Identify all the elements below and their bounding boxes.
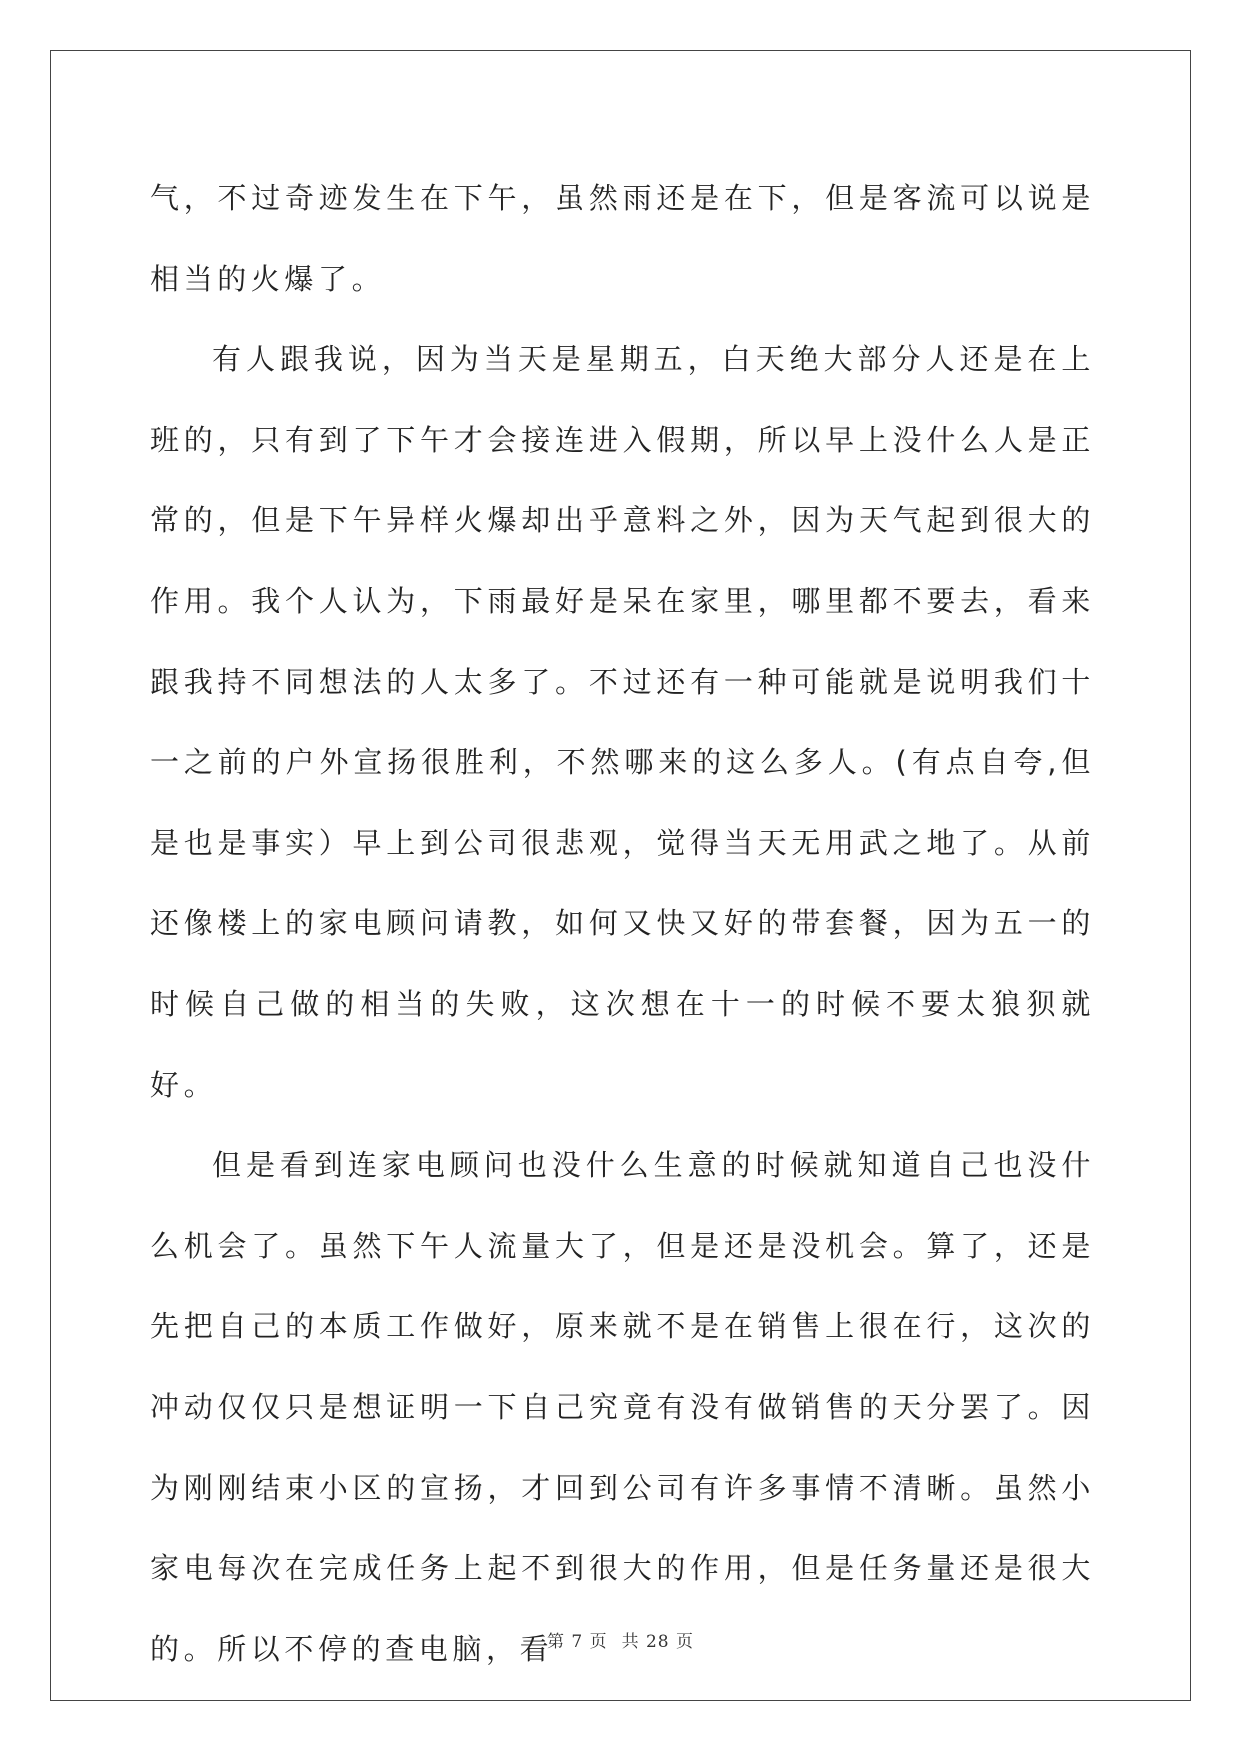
paragraph-3: 但是看到连家电顾问也没什么生意的时候就知道自己也没什么机会了。虽然下午人流量大了，但是还是没机会。算了，还是先把自己的本质工作做好，原来就不是在销售上很在行，这次的冲动仅仅只是想证明一下自己究竟有没有做销售的天分罢了。因为刚刚结束小区的宣扬，才回到公司有许多事情不清晰。虽然小家电每次在完成任务上起不到很大的作用，但是任务量还是很大的。所以不停的查电脑，看 — [150, 1148, 1095, 1666]
document-body — [150, 158, 1095, 1689]
page-total: 共 28 页 — [621, 1632, 695, 1652]
page-number: 第 7 页 — [546, 1632, 608, 1652]
page-footer — [0, 1627, 1241, 1652]
paragraph-1: 气，不过奇迹发生在下午，虽然雨还是在下，但是客流可以说是相当的火爆了。 — [150, 181, 1095, 296]
paragraph-2: 有人跟我说，因为当天是星期五，白天绝大部分人还是在上班的，只有到了下午才会接连进入假期，所以早上没什么人是正常的，但是下午异样火爆却出乎意料之外，因为天气起到很大的作用。我个人认为，下雨最好是呆在家里，哪里都不要去，看来跟我持不同想法的人太多了。不过还有一种可能就是说明我们十一之前的户外宣扬很胜利，不然哪来的这么多人。(有点自夸,但是也是事实）早上到公司很悲观，觉得当天无用武之地了。从前还像楼上的家电顾问请教，如何又快又好的带套餐，因为五一的时候自己做的相当的失败，这次想在十一的时候不要太狼狈就好。 — [150, 342, 1095, 1102]
